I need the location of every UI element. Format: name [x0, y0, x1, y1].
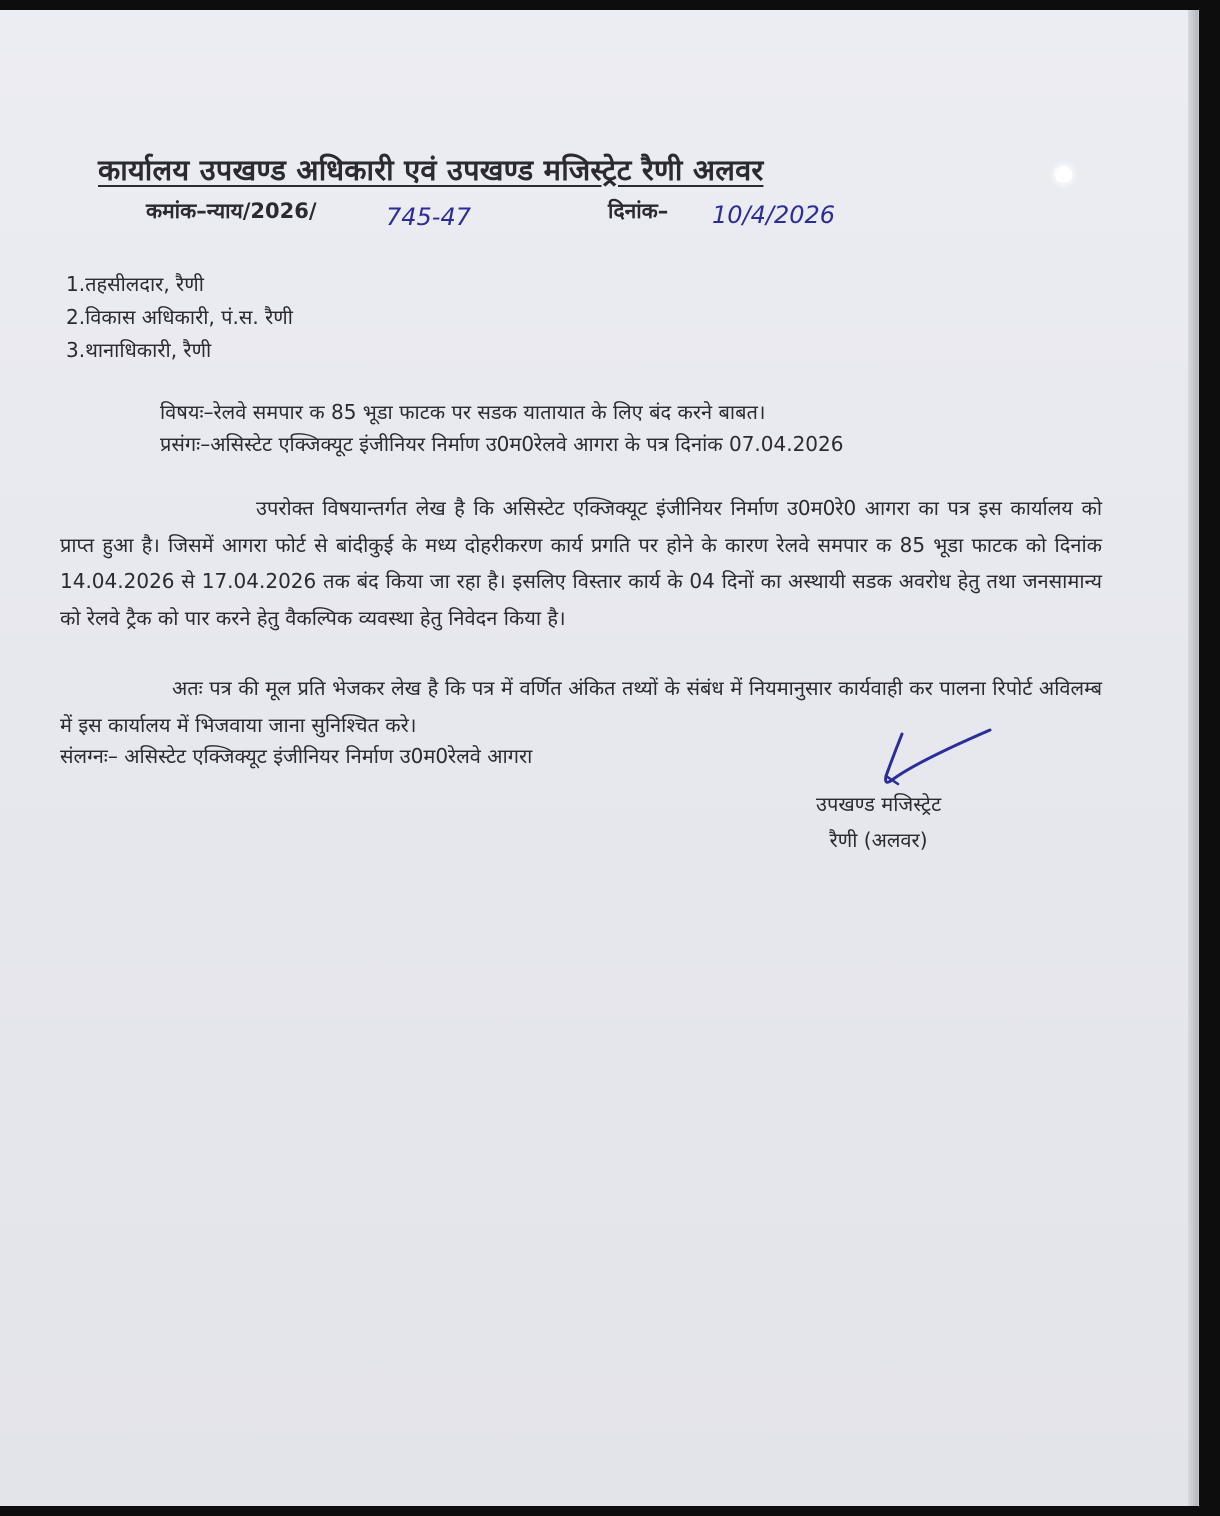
reference-number-label: कमांक–न्याय/2026/ [146, 199, 317, 223]
body-paragraph-2: अतः पत्र की मूल प्रति भेजकर लेख है कि पत्र में वर्णित अंकित तथ्यों के संबंध में नियमानुसार कार्यवाही कर पालना रिपोर्ट अविलम्ब में इस कार्यालय में भिजवाया जाना सुनिश्चित करे। [60, 676, 1102, 737]
reference-line: प्रसंगः–असिस्टेट एक्जिक्यूट इंजीनियर निर्माण उ0म0रेलवे आगरा के पत्र दिनांक 07.04.2026 [160, 432, 844, 456]
office-heading: कार्यालय उपखण्ड अधिकारी एवं उपखण्ड मजिस्ट्रेट रैणी अलवर [98, 153, 764, 187]
enclosure-line: संलग्नः– असिस्टेट एक्जिक्यूट इंजीनियर निर्माण उ0म0रेलवे आगरा [60, 744, 533, 768]
date-handwritten: 10/4/2026 [712, 201, 836, 229]
subject-line: विषयः–रेलवे समपार क 85 भूडा फाटक पर सडक यातायात के लिए बंद करने बाबत। [160, 400, 766, 424]
recipient-list [66, 268, 293, 367]
recipient-item: 1.तहसीलदार, रैणी [66, 272, 204, 296]
signature [876, 724, 996, 794]
sheet-edge-shadow [1188, 10, 1198, 1506]
punch-hole [1055, 166, 1072, 183]
body-paragraph-1: उपरोक्त विषयान्तर्गत लेख है कि असिस्टेट एक्जिक्यूट इंजीनियर निर्माण उ0म0रे0 आगरा का पत्र इस कार्यालय को प्राप्त हुआ है। जिसमें आगरा फोर्ट से बांदीकुई के मध्य दोहरीकरण कार्य प्रगति पर होने के कारण रेलवे समपार क 85 भूडा फाटक को दिनांक 14.04.2026 से 17.04.2026 तक बंद किया जा रहा है। इसलिए विस्तार कार्य के 04 दिनों का अस्थायी सडक अवरोध हेतु तथा जनसामान्य को रेलवे ट्रैक को पार करने हेतु वैकल्पिक व्यवस्था हेतु निवेदन किया है। [60, 496, 1102, 630]
reference-number-handwritten: 745-47 [386, 203, 472, 231]
date-label: दिनांक– [608, 199, 669, 223]
signatory-place: रैणी (अलवर) [829, 828, 928, 852]
signatory-block [816, 786, 941, 858]
signatory-title: उपखण्ड मजिस्ट्रेट [816, 792, 942, 816]
recipient-item: 3.थानाधिकारी, रैणी [66, 338, 212, 362]
recipient-item: 2.विकास अधिकारी, पं.स. रैणी [66, 305, 293, 329]
